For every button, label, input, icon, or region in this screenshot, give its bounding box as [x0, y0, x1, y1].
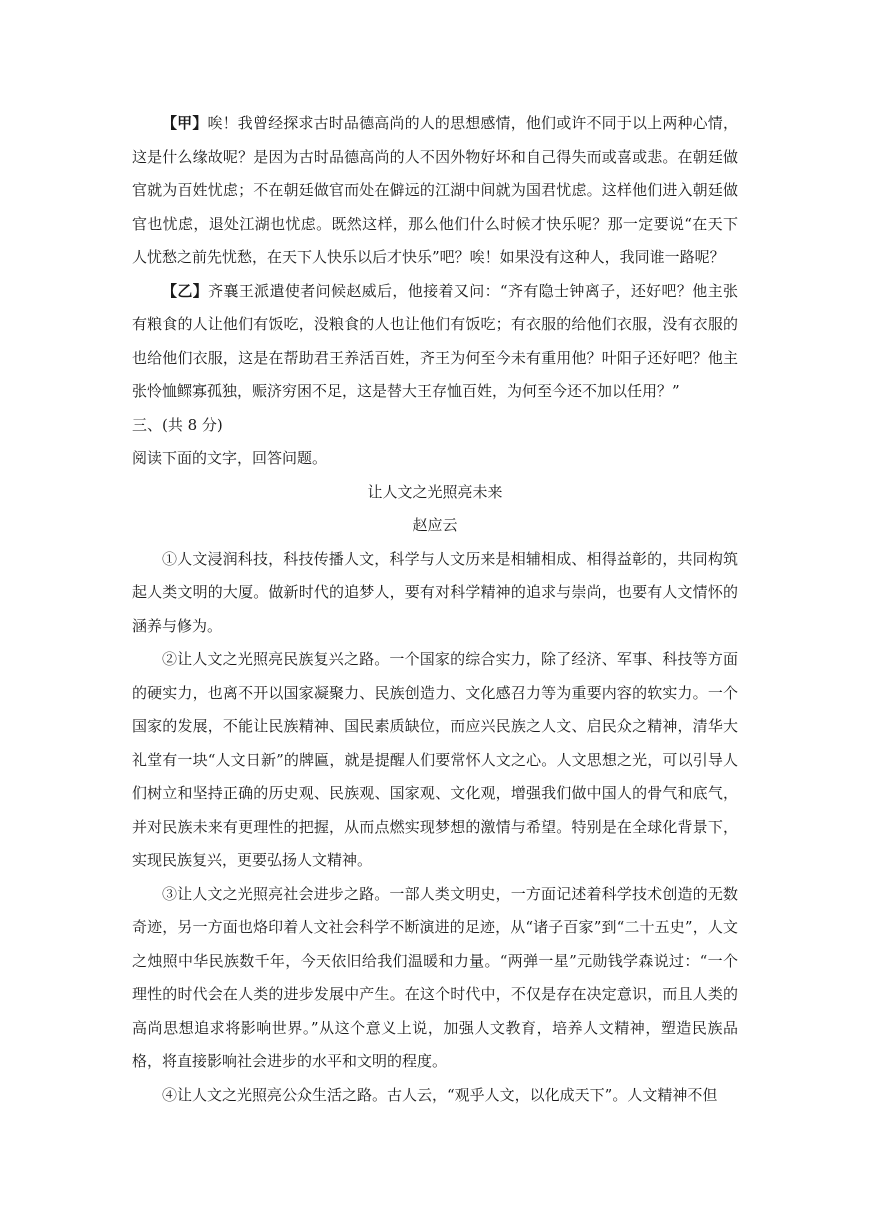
article-paragraph-2: ②让人文之光照亮民族复兴之路。一个国家的综合实力，除了经济、军事、科技等方面的硬实力，也离不开以国家凝聚力、民族创造力、文化感召力等为重要内容的软实力。一个国家的发展，不能让民族精神、国民素质缺位，而应兴民族之人文、启民众之精神，清华大礼堂有一块“人文日新”的牌匾，就是提醒人们要常怀人文之心。人文思想之光，可以引导人们树立和坚持正确的历史观、民族观、国家观、文化观，增强我们做中国人的骨气和底气，并对民族未来有更理性的把握，从而点燃实现梦想的激情与希望。特别是在全球化背景下，实现民族复兴，更要弘扬人文精神。 — [132, 650, 738, 869]
passage-yi — [132, 275, 738, 409]
article-paragraph-4: ④让人文之光照亮公众生活之路。古人云，“观乎人文，以化成天下”。人文精神不但 — [162, 1085, 718, 1104]
article-author: 赵应云 — [412, 516, 458, 534]
document-page — [132, 107, 738, 1112]
section-heading: 三、(共 8 分) — [132, 415, 223, 434]
article-title: 让人文之光照亮未来 — [367, 482, 503, 501]
passage-jia-text: 唉！我曾经探求古时品德高尚的人的思想感情，他们或许不同于以上两种心情，这是什么缘故呢？是因为古时品德高尚的人不因外物好坏和自己得失而或喜或悲。在朝廷做官就为百姓忧虑；不在朝廷做官而处在僻远的江湖中间就为国君忧虑。这样他们进入朝廷做官也忧虑，退处江湖也忧虑。既然这样，那么他们什么时候才快乐呢？那一定要说“在天下人忧愁之前先忧愁，在天下人快乐以后才快乐”吧？唉！如果没有这种人，我同谁一路呢？ — [132, 114, 738, 266]
passage-yi-text: 齐襄王派遣使者问候赵威后，他接着又问：“齐有隐士钟离子，还好吧？他主张有粮食的人让他们有饭吃，没粮食的人也让他们有饭吃；有衣服的给他们衣服，没有衣服的也给他们衣服，这是在帮助君王养活百姓，齐王为何至今未有重用他？叶阳子还好吧？他主张怜恤鳏寡孤独，赈济穷困不足，这是替大王存恤百姓，为何至今还不加以任用？” — [132, 281, 738, 400]
passage-jia — [132, 107, 738, 275]
instruction: 阅读下面的文字，回答问题。 — [132, 449, 328, 467]
article-paragraph-3: ③让人文之光照亮社会进步之路。一部人类文明史，一方面记述着科学技术创造的无数奇迹，另一方面也烙印着人文社会科学不断演进的足迹，从“诸子百家”到“二十五史”，人文之烛照中华民族数千年，今天依旧给我们温暖和力量。“两弹一星”元勋钱学森说过：“一个理性的时代会在人类的进步发展中产生。在这个时代中，不仅是存在决定意识，而且人类的高尚思想追求将影响世界。”从这个意义上说，加强人文教育，培养人文精神，塑造民族品格，将直接影响社会进步的水平和文明的程度。 — [132, 884, 738, 1070]
article-paragraph-1: ①人文浸润科技，科技传播人文，科学与人文历来是相辅相成、相得益彰的，共同构筑起人类文明的大厦。做新时代的追梦人，要有对科学精神的追求与崇尚，也要有人文情怀的涵养与修为。 — [132, 549, 738, 635]
passage-yi-tag: 【乙】 — [162, 281, 209, 300]
passage-jia-tag: 【甲】 — [162, 114, 208, 132]
